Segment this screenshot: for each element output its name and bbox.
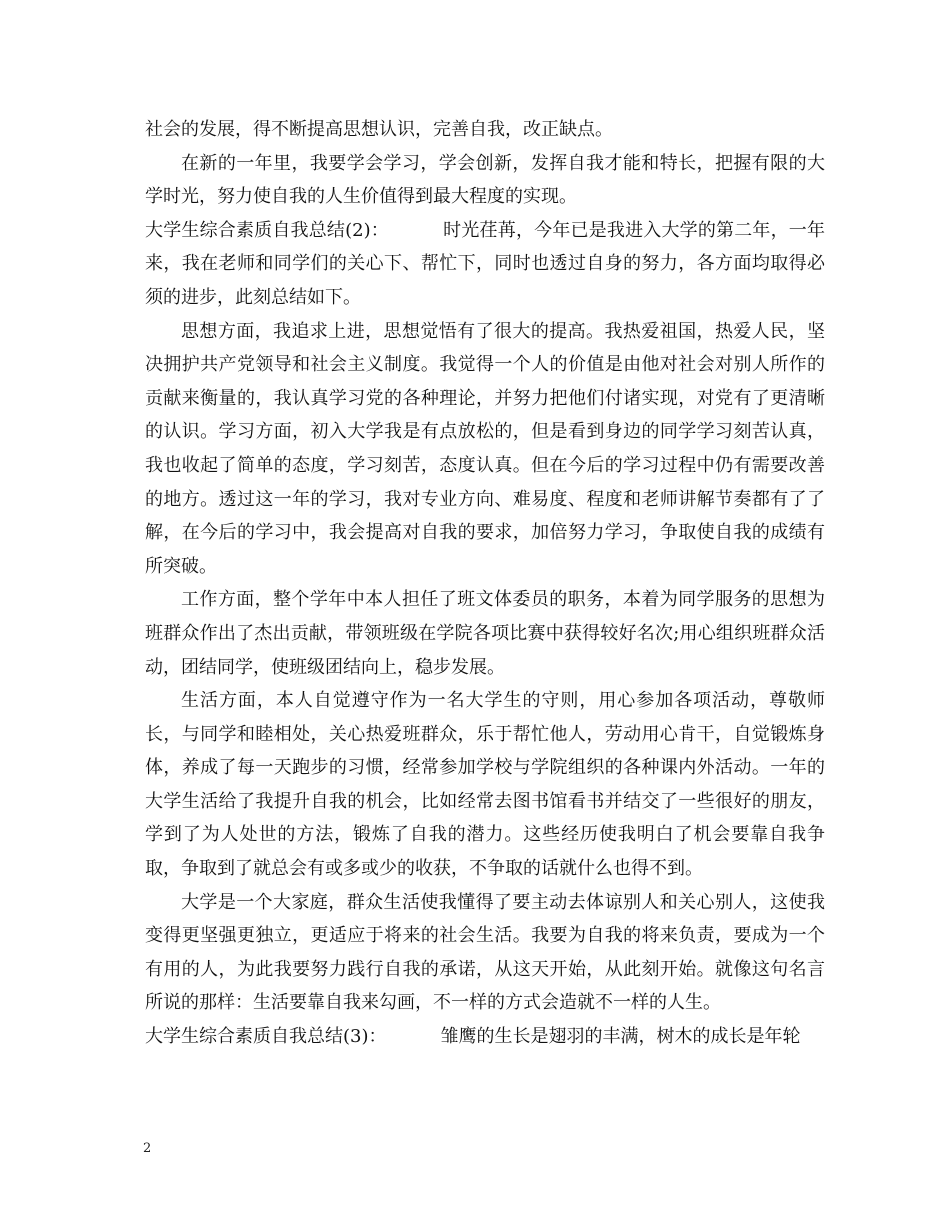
paragraph-5: 工作方面，整个学年中本人担任了班文体委员的职务，本着为同学服务的思想为班群众作出了杰出贡献，带领班级在学院各项比赛中获得较好名次;用心组织班群众活动，团结同学，使班级团结向上，稳步发展。 xyxy=(145,589,825,678)
section-heading-3: 大学生综合素质自我总结(3)： xyxy=(145,1026,387,1048)
document-body xyxy=(145,113,825,1054)
page-number: 2 xyxy=(143,1141,152,1156)
paragraph-3 xyxy=(145,214,825,315)
paragraph-6: 生活方面，本人自觉遵守作为一名大学生的守则，用心参加各项活动，尊敬师长，与同学和睦相处，关心热爱班群众，乐于帮忙他人，劳动用心肯干，自觉锻炼身体，养成了每一天跑步的习惯，经常参加学校与学院组织的各种课内外活动。一年的大学生活给了我提升自我的机会，比如经常去图书馆看书并结交了一些很好的朋友，学到了为人处世的方法，锻炼了自我的潜力。这些经历使我明白了机会要靠自我争取，争取到了就总会有或多或少的收获，不争取的话就什么也得不到。 xyxy=(145,690,825,880)
paragraph-1: 社会的发展，得不断提高思想认识，完善自我，改正缺点。 xyxy=(145,119,613,140)
section-heading-2: 大学生综合素质自我总结(2)： xyxy=(145,219,389,241)
paragraph-7: 大学是一个大家庭，群众生活使我懂得了要主动去体谅别人和关心别人，这使我变得更坚强更独立，更适应于将来的社会生活。我要为自我的将来负责，要成为一个有用的人，为此我要努力践行自我的承诺，从这天开始，从此刻开始。就像这句名言所说的那样：生活要靠自我来勾画，不一样的方式会造就不一样的人生。 xyxy=(145,891,825,1014)
paragraph-4: 思想方面，我追求上进，思想觉悟有了很大的提高。我热爱祖国，热爱人民，坚决拥护共产党领导和社会主义制度。我觉得一个人的价值是由他对社会对别人所作的贡献来衡量的，我认真学习党的各种理论，并努力把他们付诸实现，对党有了更清晰的认识。学习方面，初入大学我是有点放松的，但是看到身边的同学学习刻苦认真，我也收起了简单的态度，学习刻苦，态度认真。但在今后的学习过程中仍有需要改善的地方。透过这一年的学习，我对专业方向、难易度、程度和老师讲解节奏都有了了解，在今后的学习中，我会提高对自我的要求，加倍努力学习，争取使自我的成绩有所突破。 xyxy=(145,320,825,577)
paragraph-2: 在新的一年里，我要学会学习，学会创新，发挥自我才能和特长，把握有限的大学时光，努力使自我的人生价值得到最大程度的实现。 xyxy=(145,152,825,208)
paragraph-8 xyxy=(145,1020,825,1054)
paragraph-8-text: 雏鹰的生长是翅羽的丰满，树木的成长是年轮 xyxy=(440,1026,801,1048)
paragraph-3-text: 时光荏苒，今年已是我进入大学的第二年，一年来，我在老师和同学们的关心下、帮忙下，同时也透过自身的努力，各方面均取得必须的进步，此刻总结如下。 xyxy=(145,219,825,308)
